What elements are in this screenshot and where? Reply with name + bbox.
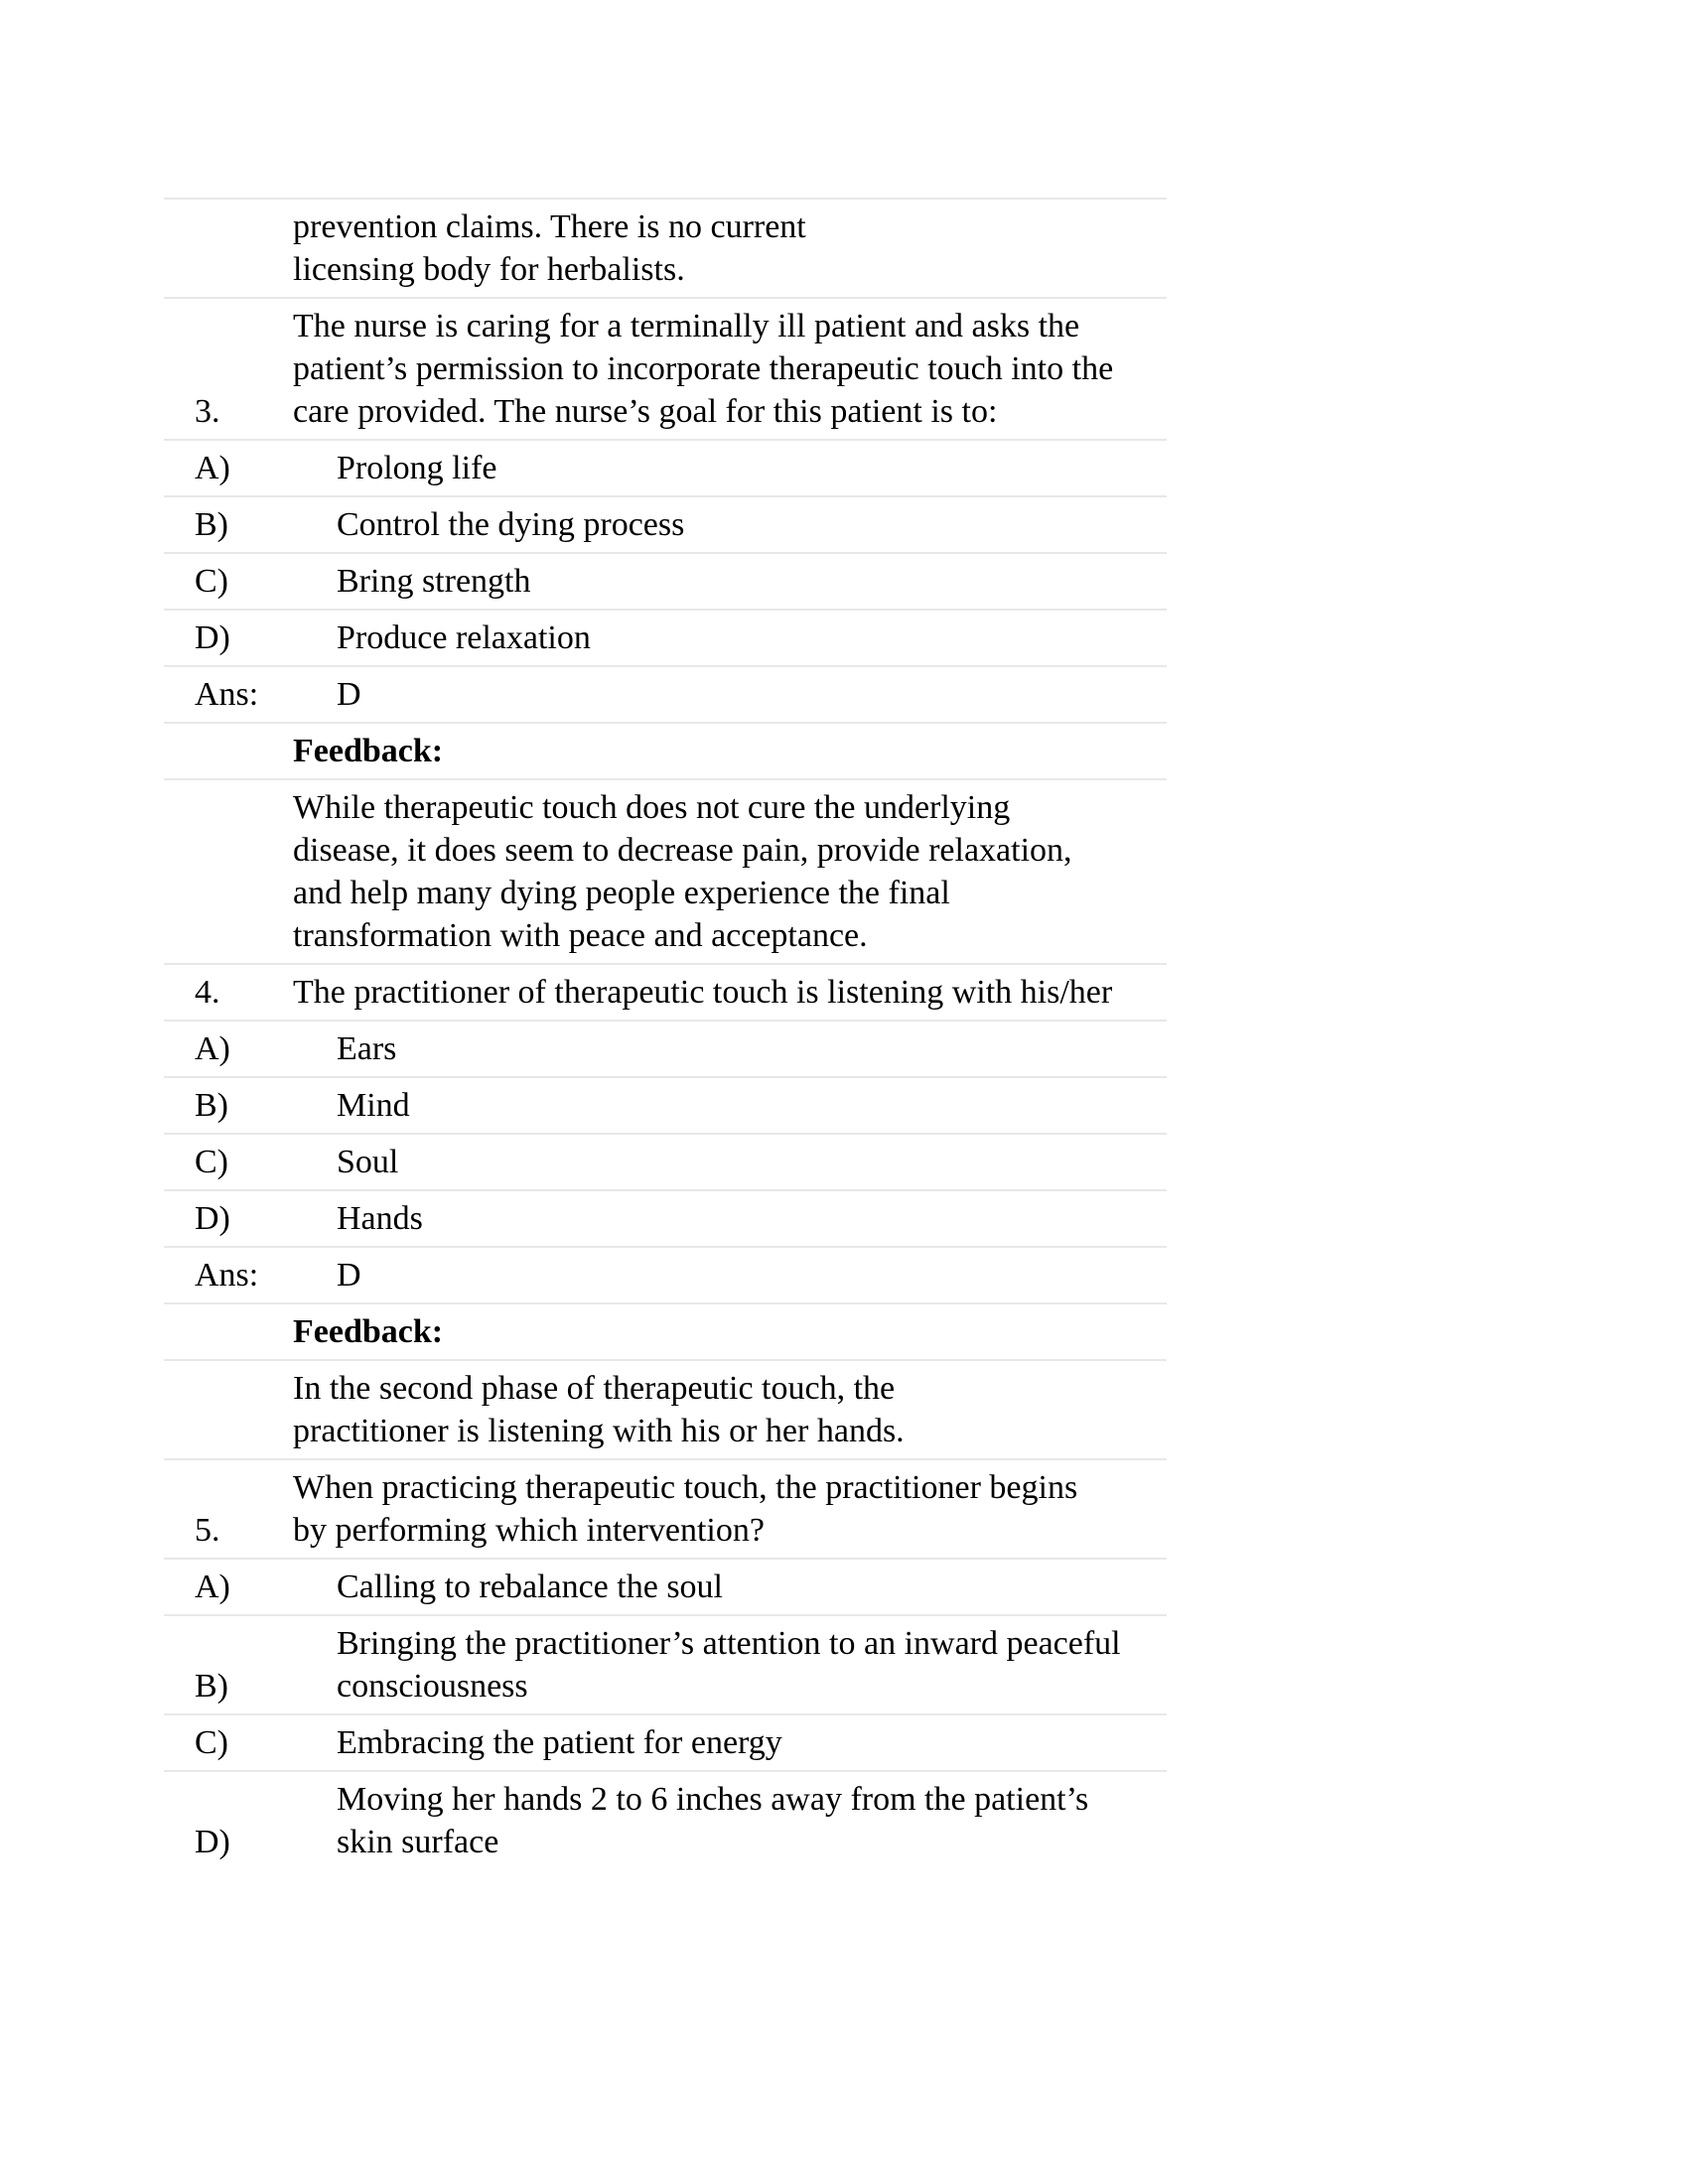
feedback-label: Feedback:	[293, 733, 444, 769]
option-text: Bringing the practitioner’s attention to an inward peaceful consciousness	[337, 1625, 1121, 1705]
option-text: Moving her hands 2 to 6 inches away from the patient’s skin surface	[337, 1781, 1089, 1860]
option-text: Ears	[337, 1030, 397, 1067]
option-text: Prolong life	[337, 450, 497, 486]
answer-row	[164, 1246, 1167, 1302]
option-row	[164, 1713, 1167, 1770]
continuation-row	[164, 198, 1167, 297]
option-label: B)	[195, 1087, 228, 1124]
option-text: Hands	[337, 1200, 423, 1237]
option-row	[164, 1020, 1167, 1076]
option-label: D)	[195, 1824, 230, 1860]
answer-row	[164, 665, 1167, 722]
feedback-label: Feedback:	[293, 1313, 444, 1350]
option-row	[164, 495, 1167, 552]
question-row	[164, 963, 1167, 1020]
option-label: C)	[195, 563, 228, 600]
question-number: 5.	[195, 1512, 220, 1549]
option-text: Produce relaxation	[337, 619, 591, 656]
option-row	[164, 1558, 1167, 1614]
option-row	[164, 552, 1167, 609]
question-row	[164, 297, 1167, 439]
option-text: Soul	[337, 1144, 399, 1180]
feedback-label-row	[164, 722, 1167, 778]
feedback-text: While therapeutic touch does not cure the underlying disease, it does seem to decrease pain, provide relaxation, and help many dying people experience the final transformation with peace and acceptance.	[293, 789, 1072, 954]
answer-label: Ans:	[195, 1257, 259, 1294]
option-row	[164, 439, 1167, 495]
option-row	[164, 1189, 1167, 1246]
feedback-row	[164, 1359, 1167, 1458]
question-stem: The nurse is caring for a terminally ill patient and asks the patient’s permission to incorporate therapeutic touch into the care provided. The nurse’s goal for this patient is to:	[293, 308, 1114, 430]
question-stem: The practitioner of therapeutic touch is listening with his/her	[293, 974, 1113, 1011]
question-number: 3.	[195, 393, 220, 430]
option-text: Calling to rebalance the soul	[337, 1569, 723, 1605]
option-label: B)	[195, 506, 228, 543]
option-text: Bring strength	[337, 563, 531, 600]
feedback-label-row	[164, 1302, 1167, 1359]
option-label: A)	[195, 450, 230, 486]
option-label: D)	[195, 619, 230, 656]
option-label: D)	[195, 1200, 230, 1237]
option-label: B)	[195, 1668, 228, 1705]
option-row	[164, 1076, 1167, 1133]
question-stem: When practicing therapeutic touch, the practitioner begins by performing which intervention?	[293, 1469, 1078, 1549]
option-text: Embracing the patient for energy	[337, 1724, 782, 1761]
answer-value: D	[337, 676, 361, 713]
question-number: 4.	[195, 974, 220, 1011]
option-label: C)	[195, 1144, 228, 1180]
question-table	[164, 198, 1167, 1869]
option-row	[164, 1614, 1167, 1713]
answer-value: D	[337, 1257, 361, 1294]
answer-label: Ans:	[195, 676, 259, 713]
option-label: A)	[195, 1030, 230, 1067]
option-text: Mind	[337, 1087, 410, 1124]
continuation-text: prevention claims. There is no current licensing body for herbalists.	[293, 208, 806, 288]
feedback-text: In the second phase of therapeutic touch, the practitioner is listening with his or her hands.	[293, 1370, 905, 1449]
option-row	[164, 609, 1167, 665]
option-text: Control the dying process	[337, 506, 685, 543]
feedback-row	[164, 778, 1167, 963]
question-row	[164, 1458, 1167, 1558]
option-label: C)	[195, 1724, 228, 1761]
option-row	[164, 1770, 1167, 1869]
option-label: A)	[195, 1569, 230, 1605]
option-row	[164, 1133, 1167, 1189]
